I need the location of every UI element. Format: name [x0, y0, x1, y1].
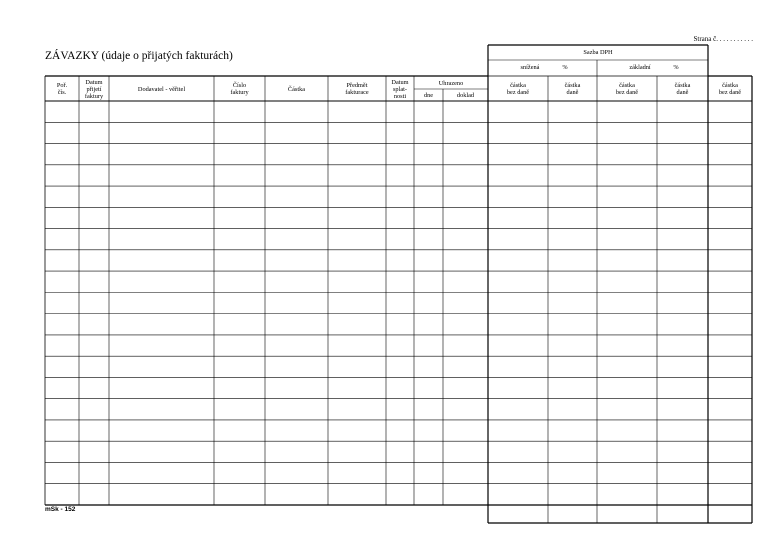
header-dodavatel: Dodavatel - věřitel	[137, 85, 186, 93]
header-uhrazeno: Uhrazeno	[438, 79, 464, 87]
header-snizena: snížená	[520, 64, 540, 71]
header-dne: dne	[423, 91, 434, 99]
header-castka-bez-dane-snizena: částka bez daně	[506, 82, 530, 96]
header-castka-bez-dane-zakladni: částka bez daně	[615, 82, 639, 96]
header-percent-zakladni: %	[673, 64, 679, 71]
header-datum-prijeti: Datum přijetí faktury	[84, 78, 104, 100]
form-code: mSk - 152	[45, 506, 76, 513]
header-castka: Částka	[287, 85, 306, 93]
page-title: ZÁVAZKY (údaje o přijatých fakturách)	[45, 50, 233, 62]
header-castka-dane-zakladni: částka daně	[674, 82, 691, 96]
header-percent-snizena: %	[562, 64, 568, 71]
header-doklad: doklad	[456, 91, 475, 99]
header-zakladni: základní	[629, 64, 651, 71]
header-castka-bez-dane-osvobozeno: částka bez daně	[718, 82, 742, 96]
header-cislo-faktury: Číslo faktury	[230, 82, 249, 96]
page-number-label: Strana č. . . . . . . . . . .	[693, 35, 753, 43]
header-poradove-cislo: Poř. čís.	[56, 82, 68, 96]
header-sazba-dph: Sazba DPH	[583, 49, 613, 56]
header-predmet-fakturace: Předmět fakturace	[345, 82, 369, 96]
header-datum-splatnosti: Datum splat- nosti	[391, 78, 409, 100]
header-castka-dane-snizena: částka daně	[564, 82, 581, 96]
